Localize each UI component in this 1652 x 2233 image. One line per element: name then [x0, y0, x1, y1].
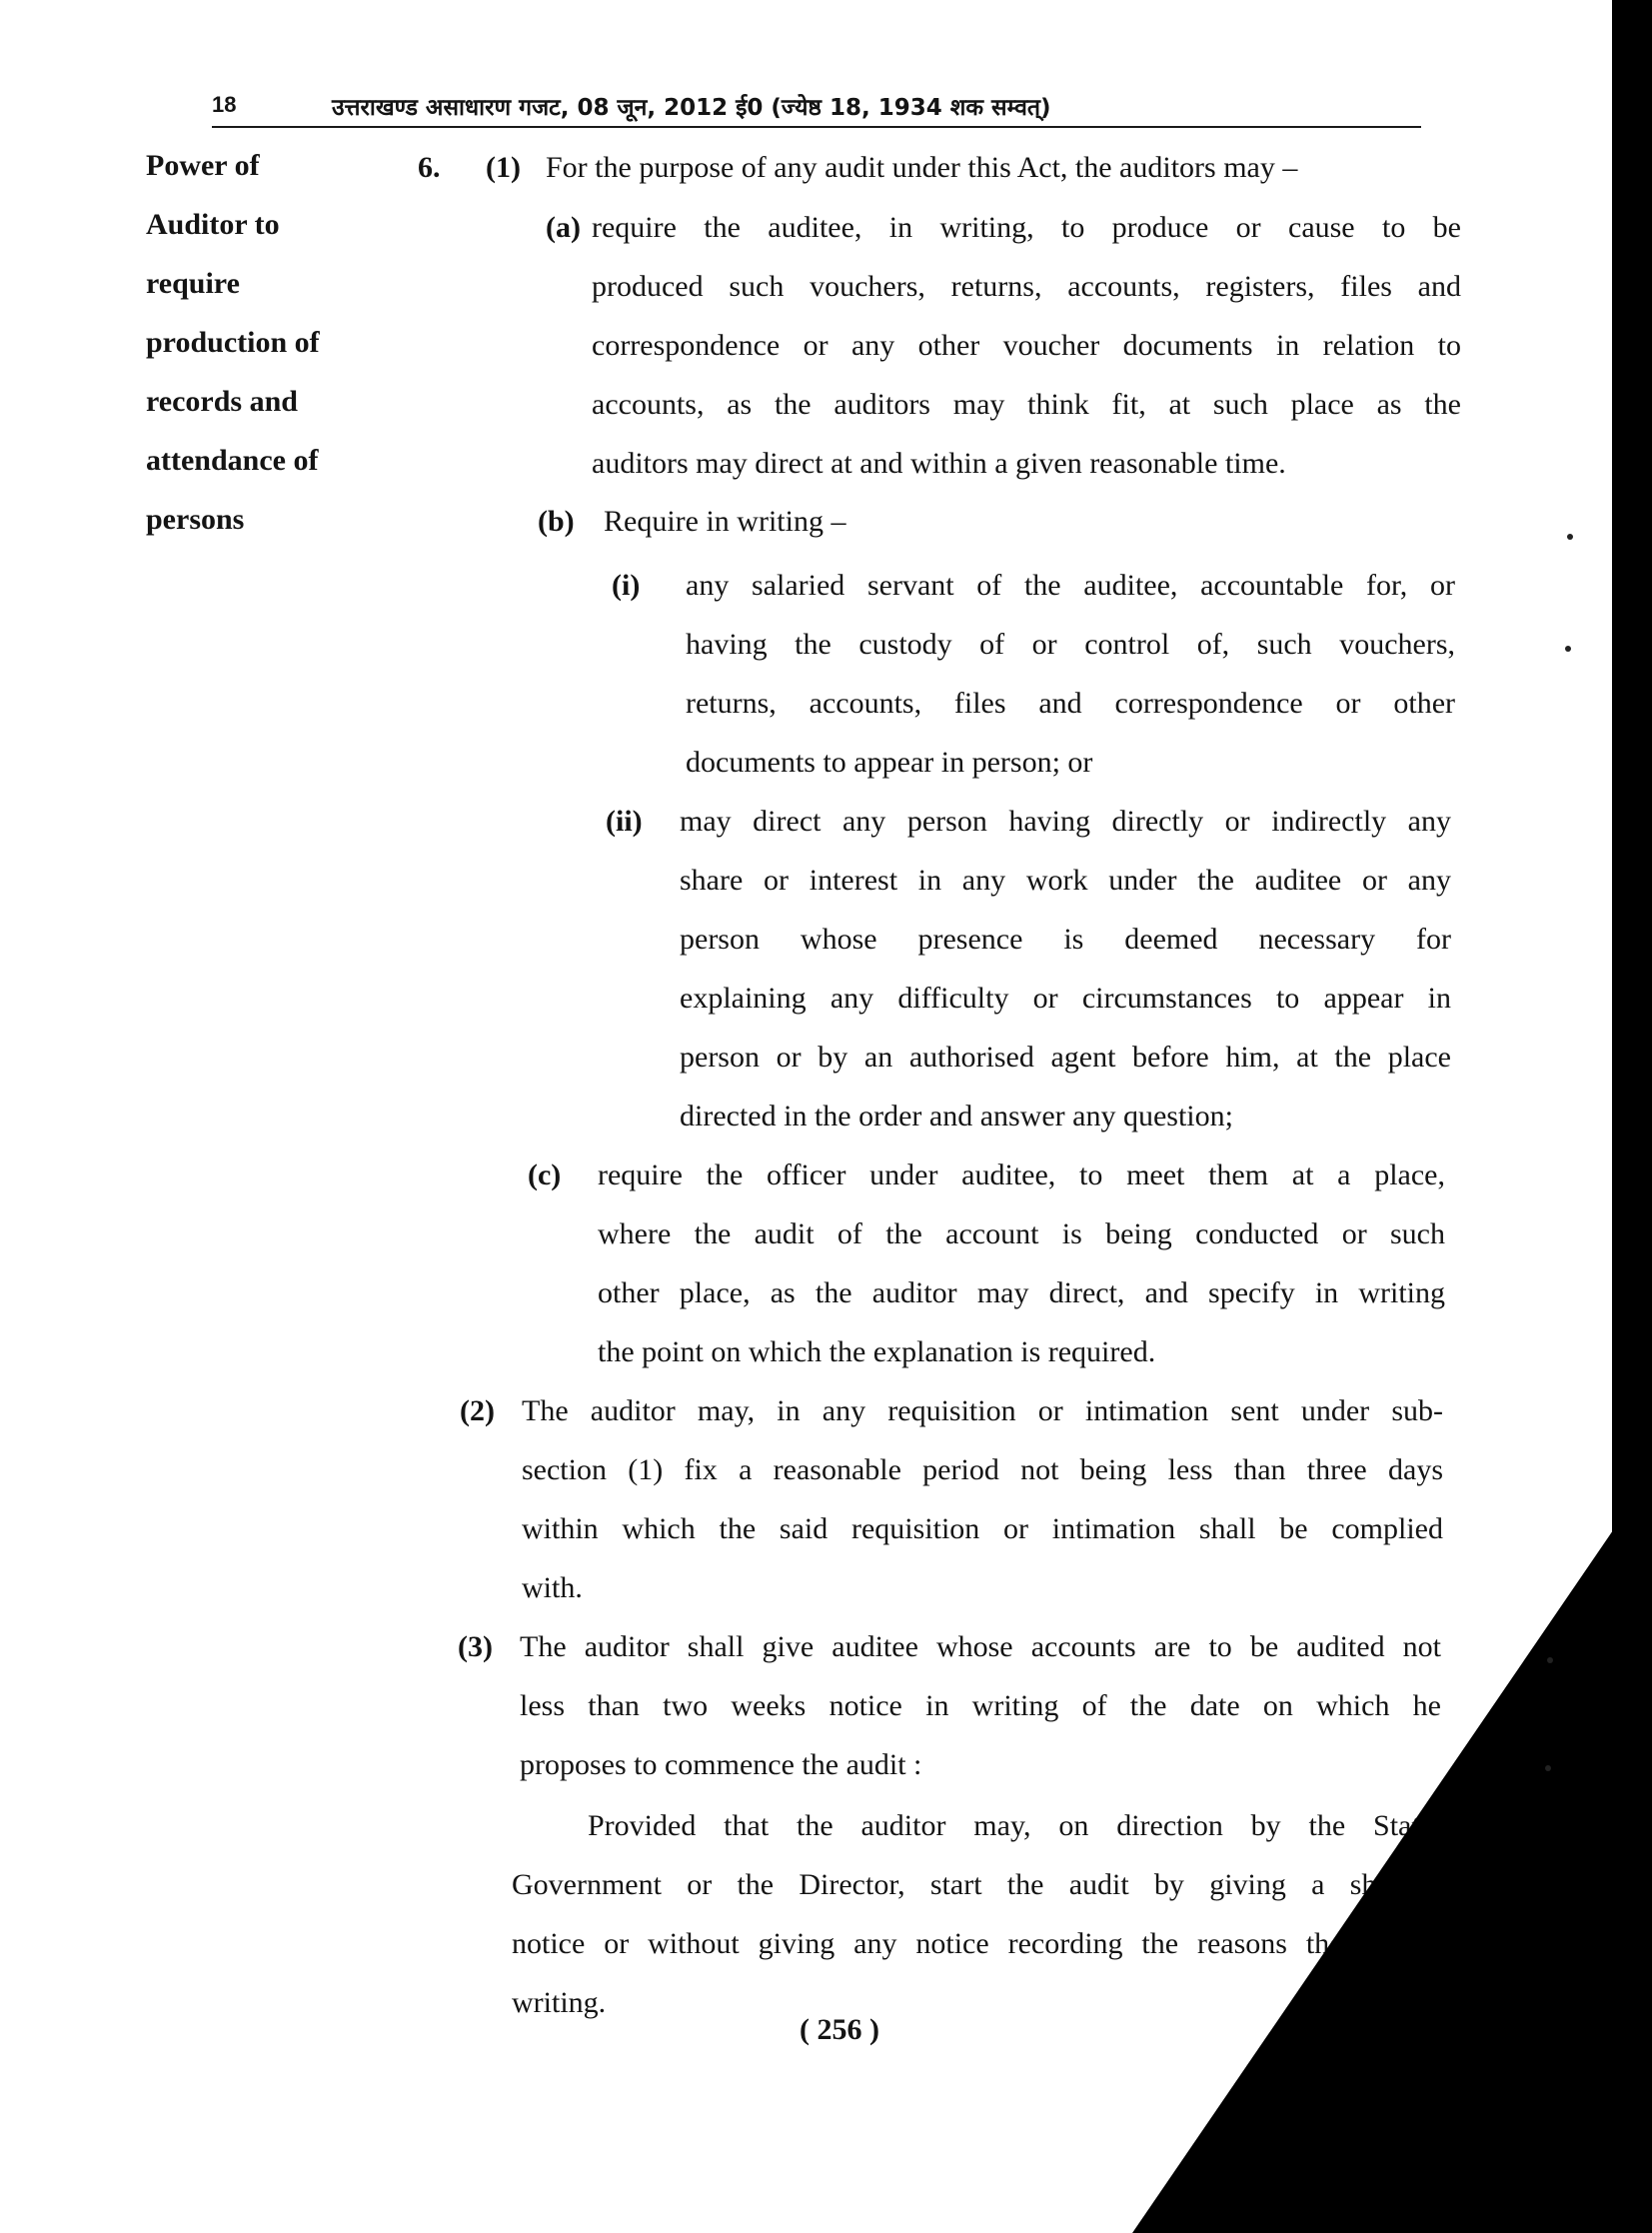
- marginal-note-line: Auditor to: [146, 208, 280, 241]
- item-ii-line: person or by an authorised agent before him, at the place: [680, 1041, 1451, 1074]
- gazette-header: [212, 86, 1421, 126]
- proviso-line: Provided that the auditor may, on direction by the State: [588, 1809, 1433, 1842]
- item-i-line: returns, accounts, files and correspondence or other: [686, 687, 1455, 720]
- gazette-title: उत्तराखण्ड असाधारण गजट, 08 जून, 2012 ई0 (ज्येष्ठ 18, 1934 शक सम्वत्): [332, 95, 1051, 121]
- clause-c-line: the point on which the explanation is required.: [598, 1335, 1156, 1368]
- scan-corner-shadow: [1132, 1473, 1652, 2233]
- item-i-line: any salaried servant of the auditee, accountable for, or: [686, 569, 1455, 602]
- marginal-note-line: attendance of: [146, 444, 319, 477]
- item-i-line: having the custody of or control of, such vouchers,: [686, 628, 1455, 661]
- item-ii-line: explaining any difficulty or circumstances to appear in: [680, 982, 1451, 1015]
- item-i-line: documents to appear in person; or: [686, 746, 1093, 779]
- marginal-note-line: require: [146, 267, 240, 300]
- subsection-3-label: (3): [458, 1630, 493, 1663]
- subsection-3-line: less than two weeks notice in writing of the date on which he: [520, 1689, 1441, 1722]
- marginal-note-line: persons: [146, 503, 245, 536]
- clause-c-label: (c): [528, 1158, 562, 1191]
- subsection-2-line: The auditor may, in any requisition or intimation sent under sub-: [522, 1394, 1443, 1427]
- scan-speck: [1567, 534, 1573, 540]
- marginal-note-line: Power of: [146, 149, 260, 182]
- proviso-line: Government or the Director, start the audit by giving a shorter: [512, 1868, 1433, 1901]
- item-ii-label: (ii): [606, 805, 643, 838]
- marginal-note: [146, 136, 406, 549]
- scan-speck: [1545, 1765, 1551, 1771]
- clause-b-text: Require in writing –: [604, 505, 846, 538]
- item-ii-line: may direct any person having directly or indirectly any: [680, 805, 1451, 838]
- scan-speck: [1565, 646, 1571, 652]
- clause-a-label: (a): [546, 211, 581, 244]
- clause-a-line: correspondence or any other voucher documents in relation to: [592, 329, 1461, 362]
- section-number: 6.: [418, 151, 441, 184]
- item-ii-line: directed in the order and answer any question;: [680, 1100, 1233, 1132]
- subsection-2-line: within which the said requisition or intimation shall be complied: [522, 1512, 1443, 1545]
- clause-c-line: where the audit of the account is being conducted or such: [598, 1217, 1445, 1250]
- header-rule: [212, 126, 1421, 128]
- subsection-1-label: (1): [486, 151, 521, 184]
- clause-c-line: require the officer under auditee, to meet them at a place,: [598, 1158, 1445, 1191]
- subsection-3-line: proposes to commence the audit :: [520, 1748, 922, 1781]
- subsection-3-line: The auditor shall give auditee whose accounts are to be audited not: [520, 1630, 1441, 1663]
- item-ii-line: person whose presence is deemed necessary for: [680, 923, 1451, 956]
- clause-a-line: auditors may direct at and within a given reasonable time.: [592, 447, 1286, 480]
- footer-page-number: ( 256 ): [800, 2013, 879, 2046]
- marginal-note-line: records and: [146, 385, 298, 418]
- marginal-note-line: production of: [146, 326, 320, 359]
- clause-a-line: require the auditee, in writing, to produce or cause to be: [592, 211, 1461, 244]
- clause-a-line: accounts, as the auditors may think fit, at such place as the: [592, 388, 1461, 421]
- item-i-label: (i): [612, 569, 641, 602]
- page-number: 18: [212, 92, 237, 117]
- clause-b-label: (b): [538, 505, 575, 538]
- item-ii-line: share or interest in any work under the auditee or any: [680, 864, 1451, 897]
- subsection-2-label: (2): [460, 1394, 495, 1427]
- clause-a-line: produced such vouchers, returns, accounts, registers, files and: [592, 270, 1461, 303]
- subsection-2-line: section (1) fix a reasonable period not being less than three days: [522, 1453, 1443, 1486]
- subsection-2-line: with.: [522, 1571, 583, 1604]
- proviso-line: writing.: [512, 1986, 607, 2019]
- clause-c-line: other place, as the auditor may direct, and specify in writing: [598, 1276, 1445, 1309]
- scan-speck: [1547, 1657, 1553, 1663]
- proviso-line: notice or without giving any notice recording the reasons thereof in: [512, 1927, 1433, 1960]
- subsection-1-text: For the purpose of any audit under this Act, the auditors may –: [546, 151, 1298, 184]
